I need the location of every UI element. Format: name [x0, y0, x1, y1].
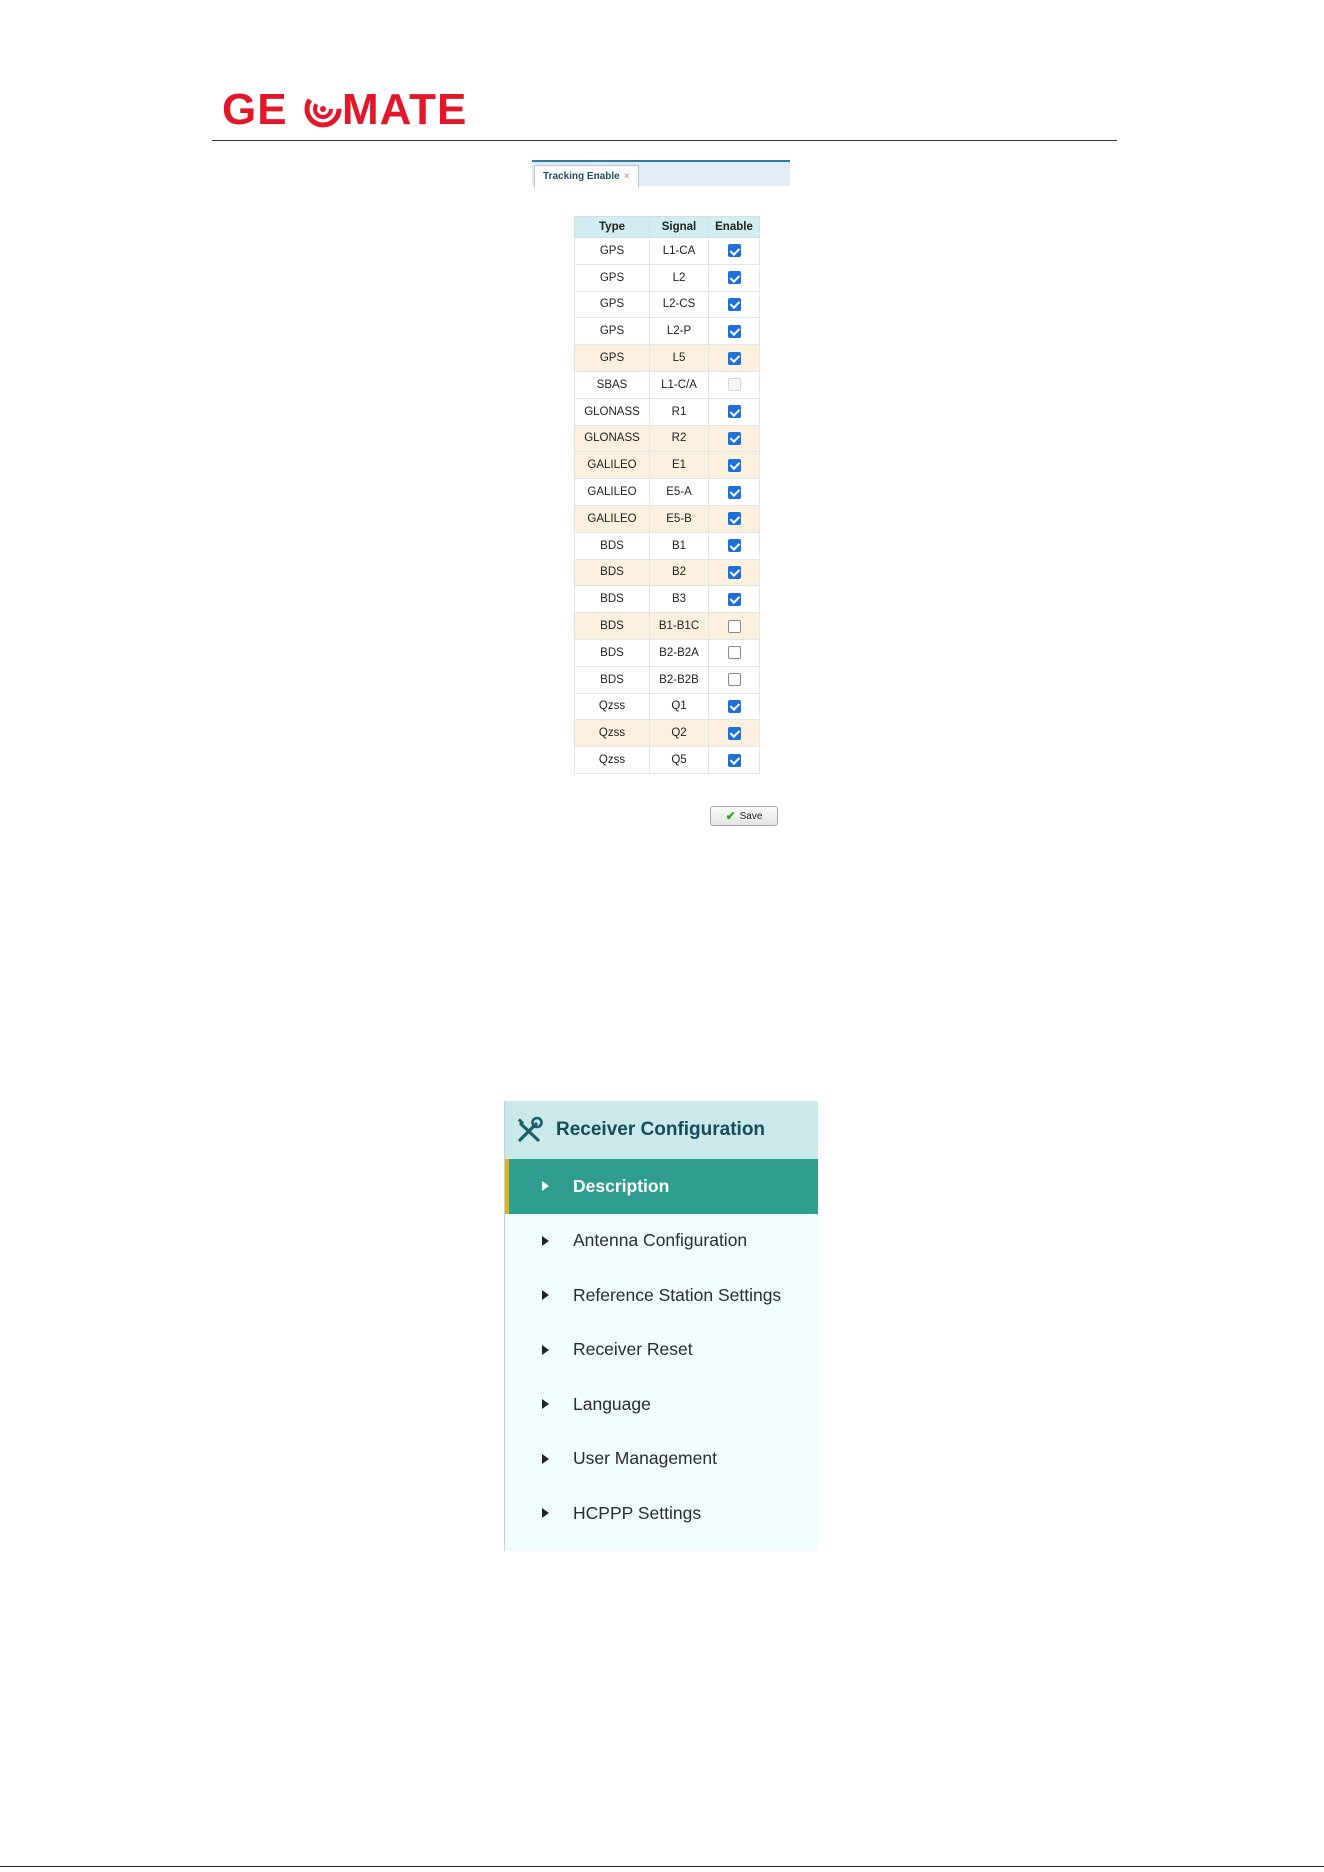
type-cell: GALILEO: [575, 452, 650, 479]
table-row: [575, 479, 760, 506]
menu-item-receiver-reset[interactable]: [505, 1323, 818, 1378]
enable-cell: [709, 693, 760, 720]
type-cell: GPS: [575, 264, 650, 291]
table-row: [575, 559, 760, 586]
enable-checkbox[interactable]: [728, 244, 741, 257]
menu-item-hcppp-settings[interactable]: [505, 1486, 818, 1541]
table-row: [575, 720, 760, 747]
enable-checkbox[interactable]: [728, 754, 741, 767]
table-row: [575, 371, 760, 398]
type-cell: BDS: [575, 639, 650, 666]
type-cell: Qzss: [575, 747, 650, 774]
header-divider: [212, 140, 1117, 141]
type-cell: GLONASS: [575, 425, 650, 452]
type-cell: BDS: [575, 559, 650, 586]
enable-checkbox[interactable]: [728, 432, 741, 445]
signal-cell: L2-CS: [650, 291, 709, 318]
signal-cell: E5-A: [650, 479, 709, 506]
caret-right-icon: [542, 1399, 549, 1409]
table-row: [575, 639, 760, 666]
enable-checkbox[interactable]: [728, 566, 741, 579]
signal-cell: Q5: [650, 747, 709, 774]
logo-text: GE: [222, 85, 288, 134]
signal-cell: Q2: [650, 720, 709, 747]
menu-item-language[interactable]: [505, 1377, 818, 1432]
tracking-table-body: [575, 238, 760, 774]
table-row: [575, 532, 760, 559]
type-cell: BDS: [575, 586, 650, 613]
type-cell: Qzss: [575, 693, 650, 720]
enable-cell: [709, 371, 760, 398]
enable-checkbox[interactable]: [728, 378, 741, 391]
type-cell: BDS: [575, 613, 650, 640]
column-header-enable: Enable: [709, 217, 760, 238]
type-cell: GALILEO: [575, 479, 650, 506]
enable-cell: [709, 720, 760, 747]
enable-checkbox[interactable]: [728, 620, 741, 633]
enable-cell: [709, 291, 760, 318]
enable-cell: [709, 747, 760, 774]
caret-right-icon: [542, 1181, 549, 1191]
menu-item-label: Antenna Configuration: [573, 1230, 748, 1251]
tab-close-icon[interactable]: ×: [623, 171, 630, 182]
table-row: [575, 693, 760, 720]
menu-item-label: Receiver Reset: [573, 1339, 693, 1360]
type-cell: GLONASS: [575, 398, 650, 425]
enable-checkbox[interactable]: [728, 486, 741, 499]
table-row: [575, 291, 760, 318]
signal-cell: E1: [650, 452, 709, 479]
table-row: [575, 613, 760, 640]
menu-item-label: Reference Station Settings: [573, 1284, 782, 1305]
enable-checkbox[interactable]: [728, 593, 741, 606]
enable-checkbox[interactable]: [728, 298, 741, 311]
table-row: [575, 505, 760, 532]
save-button[interactable]: [710, 806, 778, 826]
table-row: [575, 586, 760, 613]
enable-cell: [709, 586, 760, 613]
enable-cell: [709, 559, 760, 586]
enable-cell: [709, 613, 760, 640]
menu-item-label: Description: [573, 1175, 670, 1196]
enable-cell: [709, 532, 760, 559]
enable-cell: [709, 398, 760, 425]
signal-cell: L1-CA: [650, 238, 709, 265]
signal-cell: B3: [650, 586, 709, 613]
signal-cell: L1-C/A: [650, 371, 709, 398]
enable-checkbox[interactable]: [728, 405, 741, 418]
enable-checkbox[interactable]: [728, 700, 741, 713]
signal-cell: R2: [650, 425, 709, 452]
checkmark-icon: ✔: [725, 809, 736, 823]
table-row: [575, 398, 760, 425]
enable-checkbox[interactable]: [728, 727, 741, 740]
column-header-signal: Signal: [650, 217, 709, 238]
enable-cell: [709, 452, 760, 479]
tab-tracking-enable[interactable]: [534, 165, 639, 188]
enable-cell: [709, 505, 760, 532]
type-cell: GPS: [575, 291, 650, 318]
menu-item-description[interactable]: [505, 1159, 818, 1214]
signal-cell: B2: [650, 559, 709, 586]
menu-item-reference-station-settings[interactable]: [505, 1268, 818, 1323]
menu-item-user-management[interactable]: [505, 1432, 818, 1487]
enable-checkbox[interactable]: [728, 459, 741, 472]
enable-cell: [709, 264, 760, 291]
column-header-type: Type: [575, 217, 650, 238]
menu-item-list: [505, 1159, 818, 1541]
signal-cell: R1: [650, 398, 709, 425]
table-row: [575, 238, 760, 265]
enable-checkbox[interactable]: [728, 539, 741, 552]
enable-cell: [709, 238, 760, 265]
table-header-row: [575, 217, 760, 238]
signal-cell: L2-P: [650, 318, 709, 345]
caret-right-icon: [542, 1454, 549, 1464]
receiver-config-menu: [504, 1101, 818, 1551]
menu-title: Receiver Configuration: [556, 1119, 766, 1140]
logo-graphic: [222, 85, 468, 134]
svg-text:MATE: MATE: [342, 85, 468, 134]
menu-item-label: User Management: [573, 1448, 717, 1469]
caret-right-icon: [542, 1236, 549, 1246]
signal-cell: B1: [650, 532, 709, 559]
signal-cell: L5: [650, 345, 709, 372]
signal-cell: E5-B: [650, 505, 709, 532]
geomate-logo: [222, 85, 468, 134]
enable-checkbox[interactable]: [728, 673, 741, 686]
caret-right-icon: [542, 1508, 549, 1518]
table-row: [575, 666, 760, 693]
caret-right-icon: [542, 1345, 549, 1355]
type-cell: SBAS: [575, 371, 650, 398]
enable-cell: [709, 479, 760, 506]
table-row: [575, 264, 760, 291]
signal-cell: L2: [650, 264, 709, 291]
type-cell: BDS: [575, 666, 650, 693]
signal-cell: Q1: [650, 693, 709, 720]
logo-signal-icon: [307, 93, 339, 125]
menu-item-label: Language: [573, 1393, 651, 1414]
enable-cell: [709, 639, 760, 666]
signal-cell: B1-B1C: [650, 613, 709, 640]
enable-cell: [709, 425, 760, 452]
enable-checkbox[interactable]: [728, 512, 741, 525]
type-cell: GALILEO: [575, 505, 650, 532]
enable-cell: [709, 345, 760, 372]
table-row: [575, 345, 760, 372]
enable-checkbox[interactable]: [728, 646, 741, 659]
type-cell: Qzss: [575, 720, 650, 747]
footer-divider: [0, 1866, 1324, 1867]
table-row: [575, 425, 760, 452]
type-cell: GPS: [575, 318, 650, 345]
enable-checkbox[interactable]: [728, 325, 741, 338]
table-row: [575, 747, 760, 774]
signal-cell: B2-B2A: [650, 639, 709, 666]
enable-cell: [709, 666, 760, 693]
tab-bar: [532, 160, 790, 186]
save-label: Save: [739, 810, 763, 822]
enable-checkbox[interactable]: [728, 352, 741, 365]
enable-cell: [709, 318, 760, 345]
signal-cell: B2-B2B: [650, 666, 709, 693]
type-cell: GPS: [575, 238, 650, 265]
tracking-table: [574, 216, 760, 774]
menu-item-label: HCPPP Settings: [573, 1502, 702, 1523]
wrench-screwdriver-icon: [514, 1115, 544, 1145]
tab-label: Tracking Enable: [543, 171, 620, 182]
menu-header[interactable]: [505, 1101, 818, 1159]
caret-right-icon: [542, 1290, 549, 1300]
menu-item-antenna-configuration[interactable]: [505, 1214, 818, 1269]
type-cell: GPS: [575, 345, 650, 372]
table-row: [575, 318, 760, 345]
enable-checkbox[interactable]: [728, 271, 741, 284]
table-row: [575, 452, 760, 479]
type-cell: BDS: [575, 532, 650, 559]
